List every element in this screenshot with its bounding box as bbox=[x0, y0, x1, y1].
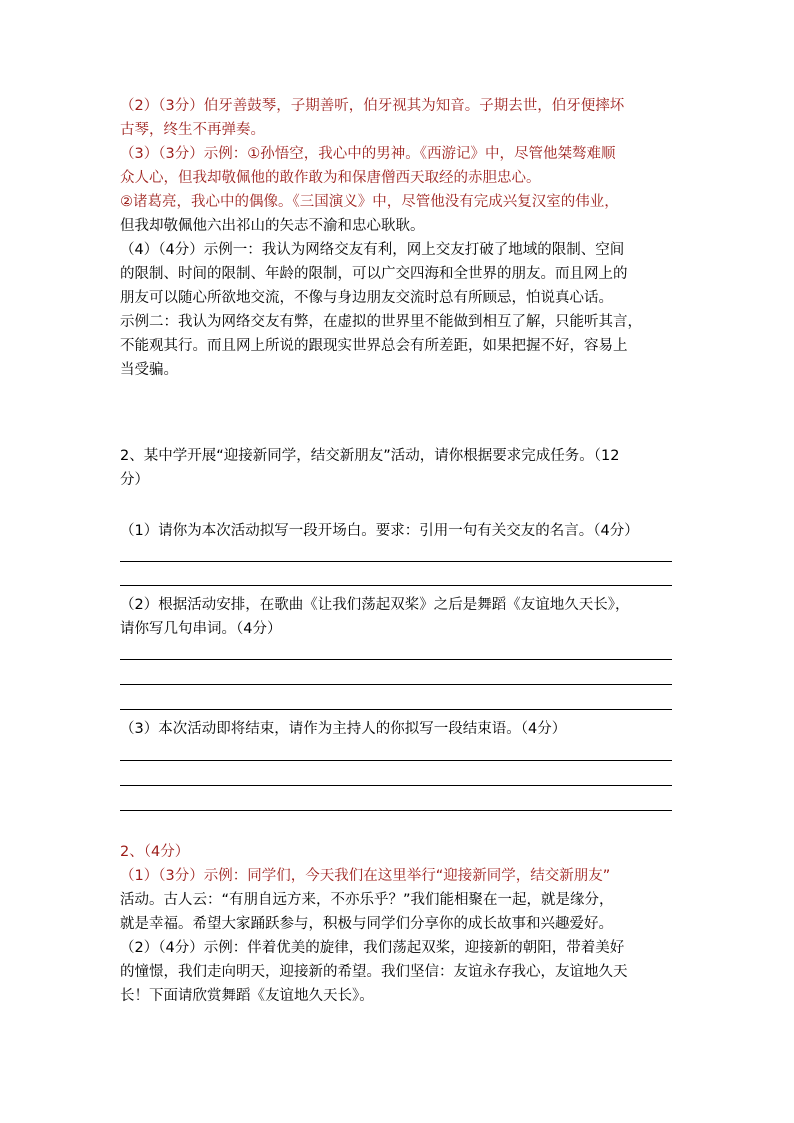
answer-line-2c[interactable] bbox=[120, 709, 680, 710]
answer-q4b-line: 示例二：我认为网络交友有弊，在虚拟的世界里不能做到相互了解，只能听其言， bbox=[120, 314, 642, 330]
answer-q3b-line: ②诸葛亮，我心中的偶像。《三国演义》中，尽管他没有完成兴复汉室的伟业， bbox=[120, 194, 619, 210]
sub-question-2-line: 请你写几句串词。（4分） bbox=[120, 621, 282, 637]
answer-q2-line: 古琴，终生不再弹奏。 bbox=[120, 122, 265, 138]
answers-bottom-header: 2、（4分） bbox=[120, 844, 190, 860]
sub-question-2 bbox=[120, 593, 680, 641]
sub-question-1 bbox=[120, 519, 680, 543]
answer-a2-line: 长！下面请欣赏舞蹈《友谊地久天长》。 bbox=[120, 988, 374, 1004]
answer-q4-line: 的限制、时间的限制、年龄的限制，可以广交四海和全世界的朋友。而且网上的 bbox=[120, 266, 628, 282]
answer-q4-line: 朋友可以随心所欲地交流，不像与身边朋友交流时总有所顾忌，怕说真心话。 bbox=[120, 290, 613, 306]
answer-a1-line: 活动。古人云：“有朋自远方来，不亦乐乎？”我们能相聚在一起，就是缘分， bbox=[120, 892, 614, 908]
answer-line-1a[interactable] bbox=[120, 561, 680, 562]
question-title-line: 2、某中学开展“迎接新同学，结交新朋友”活动，请你根据要求完成任务。（12 bbox=[120, 448, 620, 464]
answer-line-2a[interactable] bbox=[120, 659, 680, 660]
answers-top bbox=[120, 94, 680, 382]
answer-line-3b[interactable] bbox=[120, 785, 680, 786]
answer-a1-line: （1）（3分）示例：同学们，今天我们在这里举行“迎接新同学，结交新朋友” bbox=[120, 868, 611, 884]
answer-line-3a[interactable] bbox=[120, 760, 680, 761]
answer-line-2b[interactable] bbox=[120, 684, 680, 685]
sub-question-1-text: （1）请你为本次活动拟写一段开场白。要求：引用一句有关交友的名言。（4分） bbox=[120, 523, 639, 539]
answer-q4b-line: 当受骗。 bbox=[120, 362, 178, 378]
question-title-line: 分） bbox=[120, 472, 149, 488]
answer-q3-line: （3）（3分）示例：①孙悟空，我心中的男神。《西游记》中，尽管他桀骜难顺 bbox=[120, 146, 616, 162]
answer-a2-line: （2）（4分）示例：伴着优美的旋律，我们荡起双桨，迎接新的朝阳，带着美好 bbox=[120, 940, 625, 956]
answer-q4-line: （4）（4分）示例一：我认为网络交友有利，网上交友打破了地域的限制、空间 bbox=[120, 242, 625, 258]
sub-question-3-text: （3）本次活动即将结束，请作为主持人的你拟写一段结束语。（4分） bbox=[120, 721, 567, 737]
answer-line-3c[interactable] bbox=[120, 810, 680, 811]
answer-q3b-line: 但我却敬佩他六出祁山的矢志不渝和忠心耿耿。 bbox=[120, 218, 425, 234]
answer-a2-line: 的憧憬，我们走向明天，迎接新的希望。我们坚信：友谊永存我心，友谊地久天 bbox=[120, 964, 628, 980]
answer-q3-line: 众人心，但我却敬佩他的敢作敢为和保唐僧西天取经的赤胆忠心。 bbox=[120, 170, 541, 186]
sub-question-3 bbox=[120, 717, 680, 741]
sub-question-2-line: （2）根据活动安排，在歌曲《让我们荡起双桨》之后是舞蹈《友谊地久天长》， bbox=[120, 597, 630, 613]
answer-q2-line: （2）（3分）伯牙善鼓琴，子期善听，伯牙视其为知音。子期去世，伯牙便摔坏 bbox=[120, 98, 625, 114]
answer-line-1b[interactable] bbox=[120, 585, 680, 586]
question-title bbox=[120, 444, 680, 492]
answer-q4b-line: 不能观其行。而且网上所说的跟现实世界总会有所差距，如果把握不好，容易上 bbox=[120, 338, 628, 354]
answer-a1-line: 就是幸福。希望大家踊跃参与，积极与同学们分享你的成长故事和兴趣爱好。 bbox=[120, 916, 613, 932]
answers-bottom bbox=[120, 840, 680, 1008]
